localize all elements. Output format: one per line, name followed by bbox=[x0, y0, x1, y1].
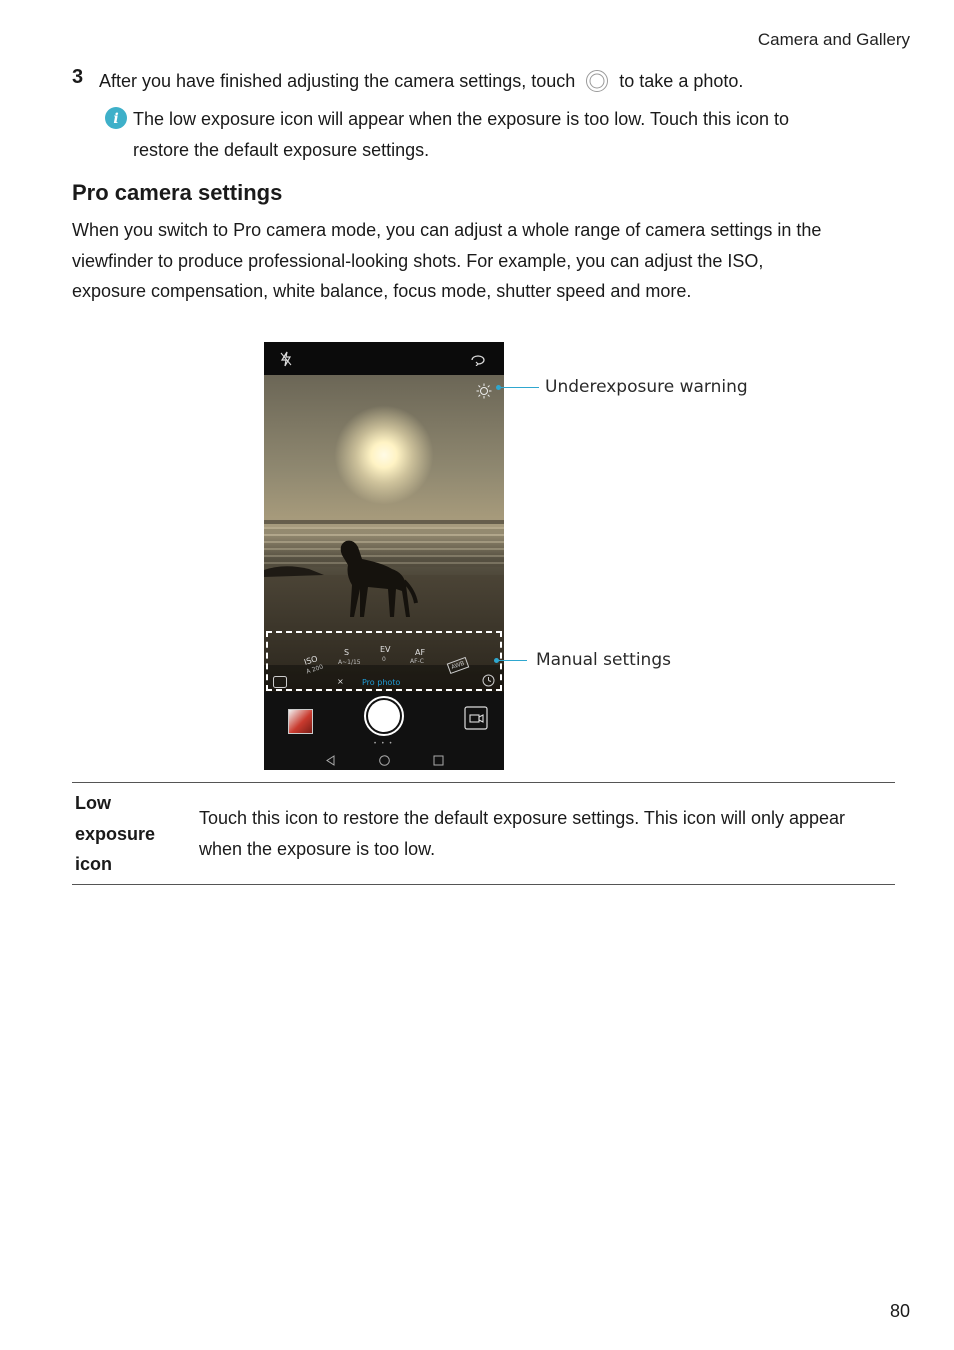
section-paragraph bbox=[72, 215, 902, 307]
nav-home-icon[interactable] bbox=[379, 753, 390, 770]
table-bottom-rule bbox=[72, 884, 895, 885]
nav-recent-icon[interactable] bbox=[433, 753, 444, 770]
video-mode-icon[interactable] bbox=[464, 706, 488, 735]
camera-top-bar bbox=[264, 342, 504, 375]
iso-value: A 200 bbox=[305, 663, 325, 676]
dog-silhouette-image bbox=[264, 525, 504, 635]
note-line: restore the default exposure settings. bbox=[133, 140, 430, 160]
awb-control[interactable]: AWB bbox=[447, 657, 469, 674]
underexposure-callout: Underexposure warning bbox=[545, 377, 748, 397]
note-line: The low exposure icon will appear when the exposure is too low. Touch this icon to bbox=[133, 109, 790, 129]
shutter-speed-control[interactable]: S bbox=[344, 648, 350, 657]
flash-off-icon[interactable] bbox=[280, 351, 292, 372]
shutter-speed-value: A~1/15 bbox=[338, 659, 361, 666]
ev-value: 0 bbox=[382, 656, 386, 663]
term-line: icon bbox=[75, 854, 113, 874]
nav-back-icon[interactable] bbox=[325, 753, 336, 770]
mode-page-dots: • • • bbox=[374, 741, 394, 747]
table-description bbox=[199, 803, 899, 865]
shutter-icon bbox=[585, 69, 609, 93]
sun-image bbox=[334, 405, 434, 505]
table-term bbox=[75, 788, 185, 880]
paragraph-line: exposure compensation, white balance, focus mode, shutter speed and more. bbox=[72, 281, 692, 301]
page-header: Camera and Gallery bbox=[757, 30, 910, 49]
section-title: Pro camera settings bbox=[72, 180, 283, 205]
af-control[interactable]: AF bbox=[415, 648, 426, 657]
table-top-rule bbox=[72, 782, 895, 783]
iso-control[interactable]: ISO bbox=[302, 654, 319, 667]
paragraph-line: viewfinder to produce professional-looking shots. For example, you can adjust the ISO, bbox=[72, 250, 764, 271]
step-text bbox=[99, 69, 743, 93]
term-line: Low bbox=[75, 793, 111, 813]
pro-photo-label[interactable]: Pro photo bbox=[362, 678, 401, 687]
description-line: when the exposure is too low. bbox=[199, 839, 436, 859]
manual-settings-callout: Manual settings bbox=[536, 650, 671, 670]
af-value: AF-C bbox=[410, 658, 424, 665]
description-line: Touch this icon to restore the default exposure settings. This icon will only appear bbox=[199, 808, 846, 828]
horizon-image bbox=[264, 520, 504, 524]
step-number: 3 bbox=[72, 66, 84, 88]
step-text-before: After you have finished adjusting the camera settings, touch bbox=[99, 71, 576, 91]
manual-settings-highlight bbox=[266, 631, 502, 691]
paragraph-line: When you switch to Pro camera mode, you can adjust a whole range of camera settings in the bbox=[72, 220, 822, 240]
term-line: exposure bbox=[75, 823, 156, 844]
shutter-button-inner bbox=[368, 700, 400, 732]
page-number: 80 bbox=[889, 1301, 910, 1321]
note-text bbox=[133, 104, 873, 166]
ev-control[interactable]: EV bbox=[380, 645, 391, 654]
gallery-thumbnail[interactable] bbox=[288, 709, 313, 734]
info-icon bbox=[105, 107, 127, 129]
step-text-after: to take a photo. bbox=[619, 71, 744, 91]
switch-camera-icon[interactable] bbox=[469, 353, 487, 371]
phone-screenshot bbox=[264, 342, 504, 770]
callout-leader-line bbox=[498, 660, 527, 661]
svg-text:i: i bbox=[113, 111, 119, 127]
underexposure-warning-icon[interactable] bbox=[476, 383, 492, 404]
close-pro-icon[interactable]: × bbox=[337, 677, 344, 686]
callout-leader-line bbox=[500, 387, 539, 388]
